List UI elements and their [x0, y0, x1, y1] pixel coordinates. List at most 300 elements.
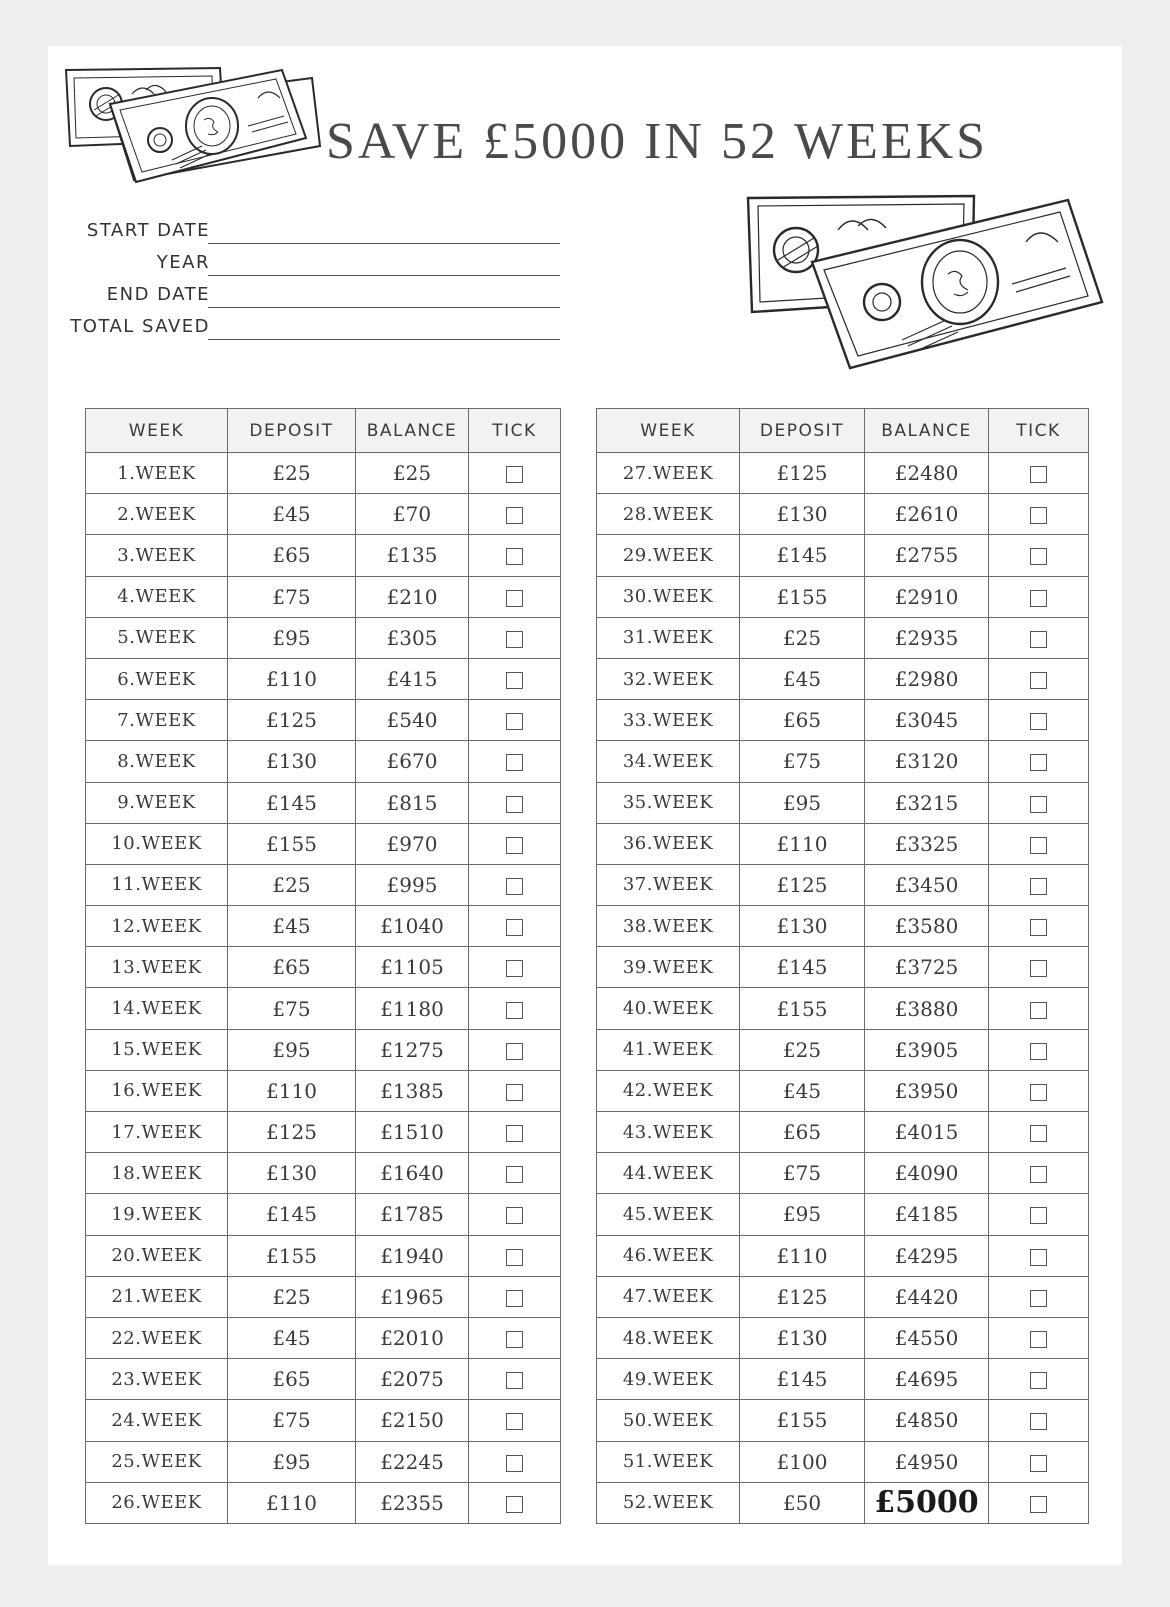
table-row — [86, 1070, 561, 1111]
table-row — [597, 1482, 1089, 1523]
tick-checkbox[interactable] — [506, 796, 523, 813]
cell-deposit: £130 — [740, 1317, 865, 1358]
cell-balance: £2355 — [356, 1482, 469, 1523]
tick-checkbox[interactable] — [506, 466, 523, 483]
cell-balance: £3580 — [865, 906, 989, 947]
cell-tick — [469, 453, 561, 494]
cell-week: 15.WEEK — [86, 1029, 228, 1070]
cell-deposit: £125 — [740, 1276, 865, 1317]
table-row — [86, 700, 561, 741]
tick-checkbox[interactable] — [506, 1413, 523, 1430]
cell-week: 12.WEEK — [86, 906, 228, 947]
cell-balance: £3120 — [865, 741, 989, 782]
cell-tick — [469, 823, 561, 864]
table-row — [86, 453, 561, 494]
tick-checkbox[interactable] — [1030, 1455, 1047, 1472]
table-row — [86, 494, 561, 535]
cell-deposit: £125 — [740, 453, 865, 494]
table-row — [86, 864, 561, 905]
cell-balance: £305 — [356, 617, 469, 658]
cell-tick — [989, 453, 1089, 494]
cell-deposit: £155 — [740, 988, 865, 1029]
table-row — [597, 1235, 1089, 1276]
tick-checkbox[interactable] — [1030, 1249, 1047, 1266]
cell-deposit: £25 — [228, 1276, 356, 1317]
cell-deposit: £100 — [740, 1441, 865, 1482]
cell-week: 17.WEEK — [86, 1112, 228, 1153]
cell-tick — [469, 1441, 561, 1482]
header-tick: TICK — [989, 409, 1089, 453]
cell-week: 41.WEEK — [597, 1029, 740, 1070]
cell-week: 2.WEEK — [86, 494, 228, 535]
table-row — [597, 1194, 1089, 1235]
money-bills-icon — [62, 64, 322, 194]
cell-deposit: £95 — [228, 617, 356, 658]
cell-balance: £1105 — [356, 947, 469, 988]
table-row — [597, 823, 1089, 864]
cell-deposit: £45 — [228, 906, 356, 947]
tick-checkbox[interactable] — [506, 1372, 523, 1389]
tick-checkbox[interactable] — [1030, 631, 1047, 648]
cell-tick — [989, 617, 1089, 658]
cell-week: 51.WEEK — [597, 1441, 740, 1482]
cell-tick — [469, 1112, 561, 1153]
tick-checkbox[interactable] — [1030, 672, 1047, 689]
cell-balance: £3325 — [865, 823, 989, 864]
cell-balance: £415 — [356, 658, 469, 699]
cell-balance: £1275 — [356, 1029, 469, 1070]
cell-balance: £25 — [356, 453, 469, 494]
cell-tick — [989, 864, 1089, 905]
table-row — [597, 494, 1089, 535]
table-row — [597, 741, 1089, 782]
table-row — [597, 782, 1089, 823]
cell-deposit: £75 — [740, 1153, 865, 1194]
cell-deposit: £125 — [228, 1112, 356, 1153]
cell-week: 4.WEEK — [86, 576, 228, 617]
start-date-field[interactable] — [0, 214, 570, 244]
cell-deposit: £75 — [228, 988, 356, 1029]
cell-week: 28.WEEK — [597, 494, 740, 535]
cell-week: 39.WEEK — [597, 947, 740, 988]
tick-checkbox[interactable] — [506, 713, 523, 730]
table-row — [597, 658, 1089, 699]
cell-week: 42.WEEK — [597, 1070, 740, 1111]
table-header-row — [597, 409, 1089, 453]
table-row — [597, 906, 1089, 947]
tick-checkbox[interactable] — [1030, 713, 1047, 730]
tick-checkbox[interactable] — [506, 507, 523, 524]
tick-checkbox[interactable] — [506, 837, 523, 854]
cell-deposit: £130 — [740, 906, 865, 947]
tick-checkbox[interactable] — [1030, 754, 1047, 771]
total-saved-field[interactable] — [0, 310, 570, 340]
cell-tick — [469, 1153, 561, 1194]
cell-tick — [989, 494, 1089, 535]
cell-deposit: £75 — [740, 741, 865, 782]
cell-deposit: £45 — [228, 494, 356, 535]
cell-deposit: £65 — [228, 535, 356, 576]
start-date-line[interactable] — [208, 243, 560, 244]
cell-tick — [469, 535, 561, 576]
header-balance: BALANCE — [865, 409, 989, 453]
tick-checkbox[interactable] — [506, 548, 523, 565]
tick-checkbox[interactable] — [506, 590, 523, 607]
tick-checkbox[interactable] — [506, 1331, 523, 1348]
table-row — [597, 1153, 1089, 1194]
table-row — [597, 1317, 1089, 1358]
header-deposit: DEPOSIT — [228, 409, 356, 453]
cell-balance: £70 — [356, 494, 469, 535]
cell-tick — [469, 1029, 561, 1070]
cell-week: 5.WEEK — [86, 617, 228, 658]
table-row — [597, 1276, 1089, 1317]
cell-deposit: £95 — [740, 1194, 865, 1235]
cell-week: 21.WEEK — [86, 1276, 228, 1317]
cell-balance: £210 — [356, 576, 469, 617]
cell-tick — [989, 1317, 1089, 1358]
cell-tick — [469, 1400, 561, 1441]
cell-week: 9.WEEK — [86, 782, 228, 823]
table-row — [597, 864, 1089, 905]
cell-tick — [469, 658, 561, 699]
table-row — [86, 823, 561, 864]
cell-deposit: £45 — [740, 658, 865, 699]
table-row — [86, 617, 561, 658]
table-row — [86, 988, 561, 1029]
end-date-field[interactable] — [0, 278, 570, 308]
cell-deposit: £110 — [228, 1482, 356, 1523]
tick-checkbox[interactable] — [506, 1455, 523, 1472]
table-row — [597, 700, 1089, 741]
cell-week: 14.WEEK — [86, 988, 228, 1029]
table-row — [86, 576, 561, 617]
cell-tick — [989, 906, 1089, 947]
cell-week: 34.WEEK — [597, 741, 740, 782]
cell-balance: £4695 — [865, 1359, 989, 1400]
cell-week: 46.WEEK — [597, 1235, 740, 1276]
table-row — [86, 1359, 561, 1400]
table-row — [86, 1029, 561, 1070]
cell-deposit: £50 — [740, 1482, 865, 1523]
cell-balance: £4185 — [865, 1194, 989, 1235]
cell-tick — [989, 1400, 1089, 1441]
cell-tick — [989, 741, 1089, 782]
tick-checkbox[interactable] — [506, 1290, 523, 1307]
cell-week: 48.WEEK — [597, 1317, 740, 1358]
cell-tick — [469, 1317, 561, 1358]
tick-checkbox[interactable] — [506, 878, 523, 895]
tick-checkbox[interactable] — [506, 1125, 523, 1142]
table-row — [86, 1482, 561, 1523]
table-row — [86, 947, 561, 988]
cell-tick — [989, 1070, 1089, 1111]
header-tick: TICK — [469, 409, 561, 453]
cell-deposit: £145 — [740, 947, 865, 988]
cell-tick — [469, 576, 561, 617]
cell-balance: £2010 — [356, 1317, 469, 1358]
weeks-table-right — [596, 408, 1089, 1524]
cell-tick — [989, 576, 1089, 617]
cell-deposit: £95 — [228, 1029, 356, 1070]
cell-balance: £3905 — [865, 1029, 989, 1070]
cell-tick — [989, 782, 1089, 823]
cell-tick — [469, 1482, 561, 1523]
cell-week: 23.WEEK — [86, 1359, 228, 1400]
cell-deposit: £110 — [740, 823, 865, 864]
cell-tick — [469, 617, 561, 658]
cell-balance: £670 — [356, 741, 469, 782]
tick-checkbox[interactable] — [1030, 1084, 1047, 1101]
tick-checkbox[interactable] — [506, 672, 523, 689]
table-row — [597, 617, 1089, 658]
cell-balance: £4420 — [865, 1276, 989, 1317]
table-row — [86, 782, 561, 823]
cell-deposit: £155 — [740, 576, 865, 617]
cell-week: 10.WEEK — [86, 823, 228, 864]
cell-deposit: £95 — [740, 782, 865, 823]
cell-balance: £4850 — [865, 1400, 989, 1441]
tick-checkbox[interactable] — [506, 1002, 523, 1019]
cell-tick — [989, 1359, 1089, 1400]
tick-checkbox[interactable] — [1030, 1125, 1047, 1142]
tick-checkbox[interactable] — [1030, 1166, 1047, 1183]
table-row — [597, 988, 1089, 1029]
cell-balance: £2245 — [356, 1441, 469, 1482]
cell-balance: £2075 — [356, 1359, 469, 1400]
cell-tick — [469, 1235, 561, 1276]
cell-week: 20.WEEK — [86, 1235, 228, 1276]
tick-checkbox[interactable] — [1030, 1002, 1047, 1019]
table-row — [597, 1441, 1089, 1482]
cell-balance: £4950 — [865, 1441, 989, 1482]
cell-balance: £1510 — [356, 1112, 469, 1153]
cell-tick — [469, 1359, 561, 1400]
table-row — [86, 658, 561, 699]
tick-checkbox[interactable] — [1030, 1413, 1047, 1430]
table-header-row — [86, 409, 561, 453]
cell-week: 3.WEEK — [86, 535, 228, 576]
cell-week: 11.WEEK — [86, 864, 228, 905]
table-row — [86, 1194, 561, 1235]
cell-tick — [989, 988, 1089, 1029]
tick-checkbox[interactable] — [1030, 1372, 1047, 1389]
tick-checkbox[interactable] — [1030, 1331, 1047, 1348]
cell-week: 6.WEEK — [86, 658, 228, 699]
cell-deposit: £45 — [228, 1317, 356, 1358]
cell-balance: £1640 — [356, 1153, 469, 1194]
cell-week: 44.WEEK — [597, 1153, 740, 1194]
table-row — [597, 535, 1089, 576]
tick-checkbox[interactable] — [506, 919, 523, 936]
cell-deposit: £25 — [740, 1029, 865, 1070]
cell-deposit: £95 — [228, 1441, 356, 1482]
cell-balance: £2980 — [865, 658, 989, 699]
cell-week: 22.WEEK — [86, 1317, 228, 1358]
tick-checkbox[interactable] — [506, 1166, 523, 1183]
cell-deposit: £155 — [228, 823, 356, 864]
cell-tick — [989, 1441, 1089, 1482]
table-row — [86, 1441, 561, 1482]
cell-deposit: £130 — [740, 494, 865, 535]
cell-deposit: £75 — [228, 1400, 356, 1441]
cell-tick — [989, 1194, 1089, 1235]
table-row — [597, 576, 1089, 617]
table-row — [597, 1070, 1089, 1111]
cell-balance: £2150 — [356, 1400, 469, 1441]
table-row — [86, 1235, 561, 1276]
tick-checkbox[interactable] — [1030, 796, 1047, 813]
cell-balance: £2935 — [865, 617, 989, 658]
cell-balance: £1385 — [356, 1070, 469, 1111]
cell-week: 30.WEEK — [597, 576, 740, 617]
year-line[interactable] — [208, 275, 560, 276]
cell-week: 33.WEEK — [597, 700, 740, 741]
cell-deposit: £145 — [740, 535, 865, 576]
tick-checkbox[interactable] — [506, 1207, 523, 1224]
tick-checkbox[interactable] — [1030, 960, 1047, 977]
cell-tick — [469, 947, 561, 988]
cell-deposit: £155 — [740, 1400, 865, 1441]
cell-deposit: £75 — [228, 576, 356, 617]
tick-checkbox[interactable] — [506, 1084, 523, 1101]
cell-tick — [989, 1482, 1089, 1523]
table-row — [86, 906, 561, 947]
cell-balance: £3450 — [865, 864, 989, 905]
cell-balance: £2755 — [865, 535, 989, 576]
cell-week: 18.WEEK — [86, 1153, 228, 1194]
cell-tick — [989, 1112, 1089, 1153]
year-field[interactable] — [0, 246, 570, 276]
cell-deposit: £125 — [740, 864, 865, 905]
cell-deposit: £65 — [228, 1359, 356, 1400]
cell-balance: £815 — [356, 782, 469, 823]
header-week: WEEK — [597, 409, 740, 453]
cell-deposit: £130 — [228, 741, 356, 782]
tick-checkbox[interactable] — [506, 1496, 523, 1513]
cell-tick — [989, 1235, 1089, 1276]
tick-checkbox[interactable] — [1030, 1290, 1047, 1307]
cell-balance: £1040 — [356, 906, 469, 947]
cell-week: 1.WEEK — [86, 453, 228, 494]
cell-week: 19.WEEK — [86, 1194, 228, 1235]
table-row — [597, 1359, 1089, 1400]
table-row — [597, 947, 1089, 988]
tick-checkbox[interactable] — [506, 754, 523, 771]
cell-tick — [469, 741, 561, 782]
tick-checkbox[interactable] — [506, 960, 523, 977]
cell-week: 26.WEEK — [86, 1482, 228, 1523]
cell-tick — [469, 700, 561, 741]
cell-week: 37.WEEK — [597, 864, 740, 905]
cell-week: 25.WEEK — [86, 1441, 228, 1482]
cell-balance: £3045 — [865, 700, 989, 741]
tick-checkbox[interactable] — [1030, 837, 1047, 854]
year-label: YEAR — [156, 252, 210, 273]
table-row — [597, 1112, 1089, 1153]
cell-balance: £3215 — [865, 782, 989, 823]
table-row — [86, 535, 561, 576]
cell-week: 43.WEEK — [597, 1112, 740, 1153]
cell-balance: £1785 — [356, 1194, 469, 1235]
end-date-line[interactable] — [208, 307, 560, 308]
total-saved-line[interactable] — [208, 339, 560, 340]
cell-balance: £540 — [356, 700, 469, 741]
tick-checkbox[interactable] — [1030, 1043, 1047, 1060]
tick-checkbox[interactable] — [506, 631, 523, 648]
cell-week: 40.WEEK — [597, 988, 740, 1029]
cell-week: 36.WEEK — [597, 823, 740, 864]
cell-balance: £3950 — [865, 1070, 989, 1111]
cell-balance: £4295 — [865, 1235, 989, 1276]
cell-balance: £4550 — [865, 1317, 989, 1358]
tick-checkbox[interactable] — [1030, 1496, 1047, 1513]
start-date-label: START DATE — [86, 220, 210, 241]
tick-checkbox[interactable] — [506, 1043, 523, 1060]
cell-week: 50.WEEK — [597, 1400, 740, 1441]
tick-checkbox[interactable] — [506, 1249, 523, 1266]
table-row — [86, 1112, 561, 1153]
table-row — [86, 741, 561, 782]
cell-week: 13.WEEK — [86, 947, 228, 988]
table-row — [86, 1317, 561, 1358]
cell-deposit: £145 — [228, 782, 356, 823]
cell-balance: £1180 — [356, 988, 469, 1029]
cell-week: 52.WEEK — [597, 1482, 740, 1523]
cell-week: 32.WEEK — [597, 658, 740, 699]
cell-week: 7.WEEK — [86, 700, 228, 741]
end-date-label: END DATE — [106, 284, 210, 305]
cell-deposit: £125 — [228, 700, 356, 741]
cell-tick — [989, 700, 1089, 741]
money-bills-icon — [742, 190, 1112, 376]
cell-tick — [989, 1276, 1089, 1317]
table-row — [86, 1153, 561, 1194]
cell-week: 49.WEEK — [597, 1359, 740, 1400]
cell-balance: £2910 — [865, 576, 989, 617]
total-saved-label: TOTAL SAVED — [70, 316, 210, 337]
table-row — [86, 1400, 561, 1441]
tick-checkbox[interactable] — [1030, 466, 1047, 483]
cell-balance: £2480 — [865, 453, 989, 494]
cell-week: 16.WEEK — [86, 1070, 228, 1111]
table-row — [597, 1400, 1089, 1441]
tick-checkbox[interactable] — [1030, 548, 1047, 565]
cell-tick — [469, 1194, 561, 1235]
cell-tick — [469, 1276, 561, 1317]
cell-week: 8.WEEK — [86, 741, 228, 782]
cell-deposit: £65 — [740, 1112, 865, 1153]
cell-balance: £5000 — [865, 1482, 989, 1523]
tick-checkbox[interactable] — [1030, 878, 1047, 895]
header-deposit: DEPOSIT — [740, 409, 865, 453]
table-row — [597, 1029, 1089, 1070]
cell-balance: £135 — [356, 535, 469, 576]
tick-checkbox[interactable] — [1030, 590, 1047, 607]
tick-checkbox[interactable] — [1030, 919, 1047, 936]
cell-week: 45.WEEK — [597, 1194, 740, 1235]
cell-deposit: £25 — [228, 864, 356, 905]
tick-checkbox[interactable] — [1030, 1207, 1047, 1224]
cell-tick — [989, 823, 1089, 864]
cell-week: 35.WEEK — [597, 782, 740, 823]
cell-balance: £4015 — [865, 1112, 989, 1153]
cell-tick — [469, 906, 561, 947]
tick-checkbox[interactable] — [1030, 507, 1047, 524]
cell-balance: £1965 — [356, 1276, 469, 1317]
cell-deposit: £145 — [228, 1194, 356, 1235]
cell-week: 47.WEEK — [597, 1276, 740, 1317]
